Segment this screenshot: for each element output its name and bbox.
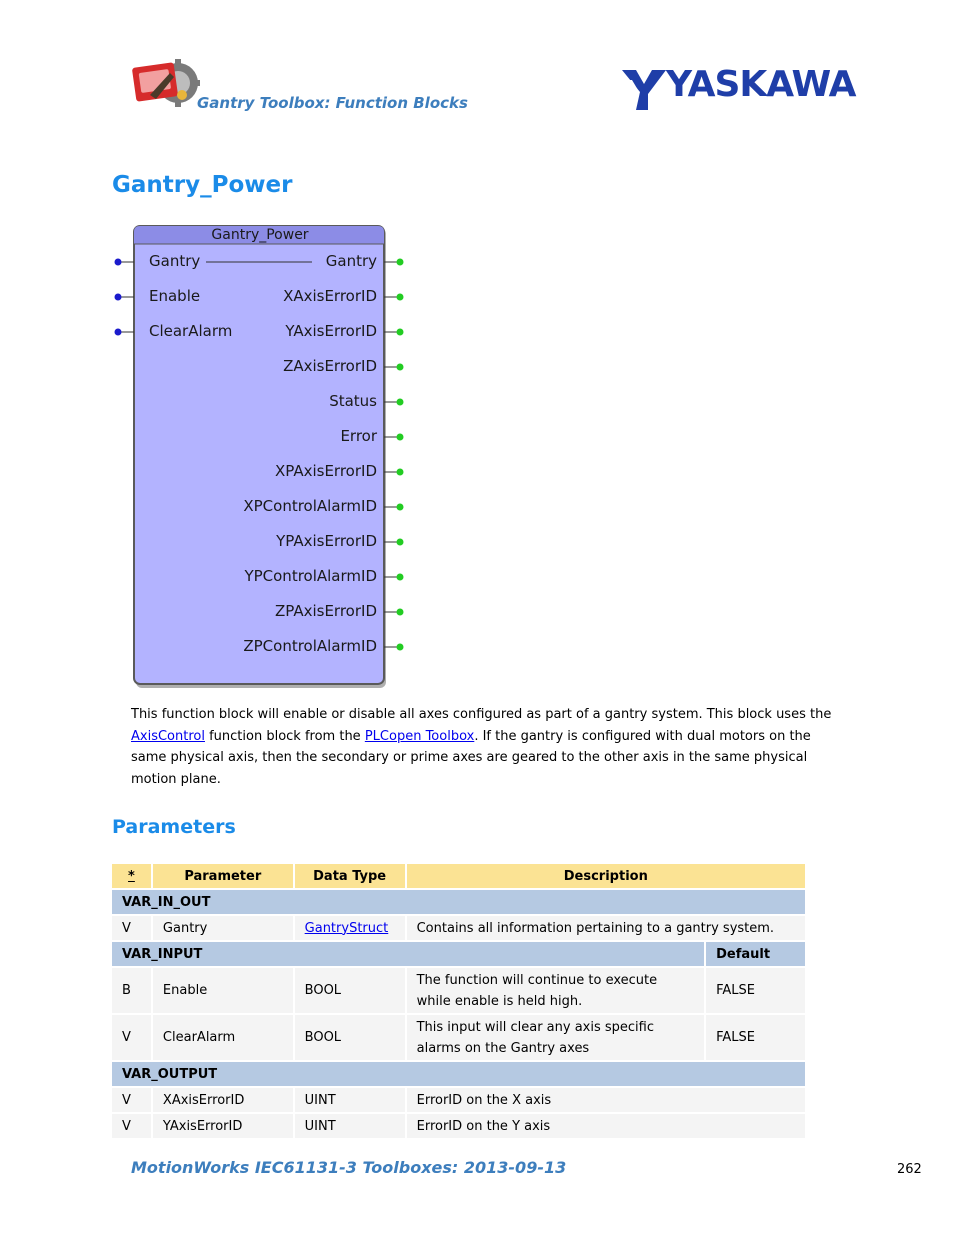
description-text: . If the gantry is configured with dual motors on the same physical axis, then the secondary or prime axes are geared to the other axis in the same physical motion plane. <box>131 728 811 787</box>
output-pin-label: YPControlAlarmID <box>244 567 377 585</box>
brand-name: YASKAWA <box>666 64 856 105</box>
input-pin-dot <box>115 329 122 336</box>
output-pin-dot <box>397 609 404 616</box>
section-row <box>111 889 806 915</box>
row-default: FALSE <box>705 967 806 1014</box>
axiscontrol-link[interactable]: AxisControl <box>131 728 205 744</box>
row-data-type: UINT <box>294 1087 406 1113</box>
row-description: This input will clear any axis specific alarms on the Gantry axes <box>406 1014 706 1061</box>
output-pin-dot <box>397 539 404 546</box>
function-block-name: Gantry_Power <box>211 227 309 243</box>
header-default: Default <box>705 941 806 967</box>
toolbox-logo-icon <box>130 55 200 110</box>
section-var-in-out: VAR_IN_OUT <box>111 889 806 915</box>
table-header-row <box>111 863 806 889</box>
row-parameter: Gantry <box>152 915 294 941</box>
row-data-type: BOOL <box>294 967 406 1014</box>
header-parameter: Parameter <box>152 863 294 889</box>
section-row <box>111 941 806 967</box>
input-pin-label: Enable <box>149 287 201 305</box>
output-pin-label: ZAxisErrorID <box>283 357 377 375</box>
row-flag: V <box>111 1113 152 1139</box>
table-row <box>111 915 806 941</box>
output-pin-dot <box>397 399 404 406</box>
yaskawa-logo-icon <box>622 66 666 112</box>
output-pin-dot <box>397 294 404 301</box>
page-title: Gantry_Power <box>112 172 293 198</box>
description-text: function block from the <box>204 728 365 744</box>
row-flag: V <box>111 1087 152 1113</box>
section-var-output: VAR_OUTPUT <box>111 1061 806 1087</box>
table-row <box>111 967 806 1014</box>
header-description: Description <box>406 863 806 889</box>
output-pin-label: XAxisErrorID <box>283 287 377 305</box>
output-pin-dot <box>397 504 404 511</box>
row-flag: B <box>111 967 152 1014</box>
row-data-type: UINT <box>294 1113 406 1139</box>
row-flag: V <box>111 1014 152 1061</box>
row-description: ErrorID on the Y axis <box>406 1113 806 1139</box>
output-pin-label: Gantry <box>325 252 377 270</box>
row-data-type: BOOL <box>294 1014 406 1061</box>
output-pin-dot <box>397 259 404 266</box>
plcopen-toolbox-link[interactable]: PLCopen Toolbox <box>364 728 475 744</box>
output-pin-dot <box>397 364 404 371</box>
row-data-type <box>294 915 406 941</box>
header-title: Gantry Toolbox: Function Blocks <box>197 94 468 112</box>
row-description: ErrorID on the X axis <box>406 1087 806 1113</box>
gantrystruct-link[interactable]: GantryStruct <box>304 920 389 936</box>
output-pin-label: Status <box>329 392 377 410</box>
output-pin-label: XPControlAlarmID <box>243 497 377 515</box>
output-pin-dot <box>397 434 404 441</box>
row-default: FALSE <box>705 1014 806 1061</box>
row-parameter: ClearAlarm <box>152 1014 294 1061</box>
header-star: * <box>111 863 152 889</box>
input-pin-label: ClearAlarm <box>149 322 233 340</box>
input-pin-dot <box>115 259 122 266</box>
input-pin-label: Gantry <box>149 252 201 270</box>
output-pin-dot <box>397 644 404 651</box>
output-pin-label: YAxisErrorID <box>285 322 377 340</box>
output-pin-label: ZPAxisErrorID <box>274 602 377 620</box>
footer-title: MotionWorks IEC61131-3 Toolboxes: 2013-09-13 <box>131 1158 567 1177</box>
output-pin-label: YPAxisErrorID <box>276 532 377 550</box>
row-parameter: XAxisErrorID <box>152 1087 294 1113</box>
row-parameter: Enable <box>152 967 294 1014</box>
section-row <box>111 1061 806 1087</box>
input-pin-dot <box>115 294 122 301</box>
description-text: This function block will enable or disable all axes configured as part of a gantry system. This block uses the <box>131 707 832 722</box>
parameters-heading: Parameters <box>112 816 236 838</box>
output-pin-dot <box>397 574 404 581</box>
section-var-input: VAR_INPUT <box>111 941 705 967</box>
description-paragraph <box>131 704 846 790</box>
row-description: The function will continue to execute while enable is held high. <box>406 967 706 1014</box>
row-flag: V <box>111 915 152 941</box>
row-description: Contains all information pertaining to a gantry system. <box>406 915 806 941</box>
output-pin-dot <box>397 469 404 476</box>
header-data-type: Data Type <box>294 863 406 889</box>
table-row <box>111 1014 806 1061</box>
table-row <box>111 1113 806 1139</box>
page-number: 262 <box>897 1162 922 1177</box>
table-row <box>111 1087 806 1113</box>
parameters-table <box>110 862 807 1140</box>
output-pin-label: XPAxisErrorID <box>274 462 377 480</box>
row-parameter: YAxisErrorID <box>152 1113 294 1139</box>
output-pin-dot <box>397 329 404 336</box>
function-block-diagram <box>110 222 410 692</box>
output-pin-label: ZPControlAlarmID <box>243 637 377 655</box>
output-pin-label: Error <box>340 427 377 445</box>
